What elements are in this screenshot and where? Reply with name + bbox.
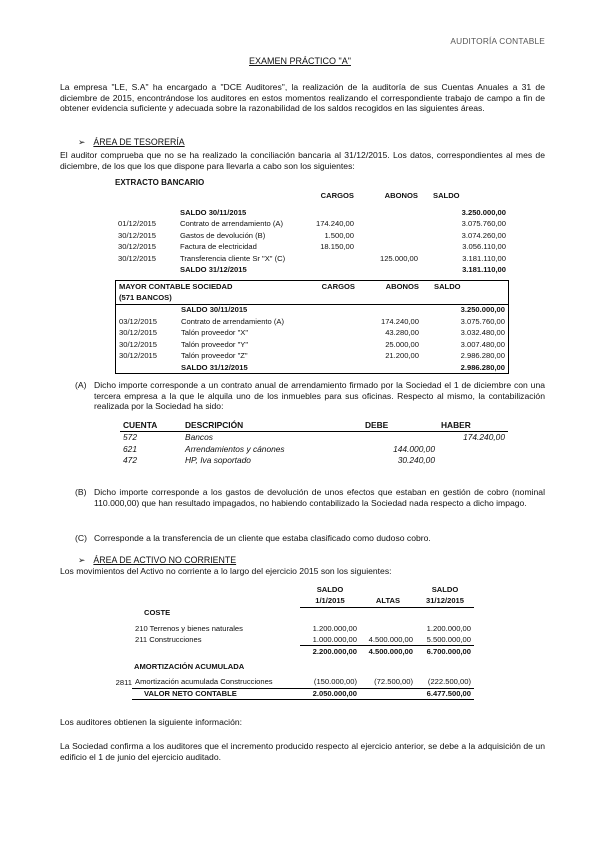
row-cargos: [305, 207, 357, 219]
row-saldo: 3.007.480,00: [460, 339, 505, 349]
note-b-text: Dicho importe corresponde a los gastos de devolución de unos efectos que estaban en gestión de cobro (nominal 110.000,00) que han resultado impagados, no habiendo contabilizado la Sociedad nada respecto a dicho impago.: [94, 487, 545, 508]
coste-altas: [360, 623, 416, 635]
section-tesoreria: [78, 137, 185, 148]
table-row: [116, 362, 508, 374]
amort-s1: (150.000,00): [300, 677, 360, 689]
row-cargos: [305, 264, 357, 276]
row-saldo: 3.181.110,00: [462, 265, 506, 274]
table-row: [115, 230, 509, 242]
ledger-header-cargos: CARGOS: [321, 282, 355, 291]
note-c-text: Corresponde a la transferencia de un cliente que estaba clasificado como dudoso cobro.: [94, 533, 431, 543]
amort-s2: (222.500,00): [416, 677, 474, 689]
journal-descripcion: HP, Iva soportado: [185, 455, 251, 465]
journal-haber: [438, 455, 508, 467]
row-saldo: 2.986.280,00: [460, 351, 505, 360]
row-cargos: 1.500,00: [324, 230, 354, 240]
assets-amort-label: AMORTIZACIÓN ACUMULADA: [134, 662, 245, 671]
row-date: 30/12/2015: [118, 230, 157, 240]
journal-debe: 30.240,00: [397, 455, 435, 465]
row-abonos: [357, 241, 421, 253]
note-a-label: (A): [75, 380, 87, 390]
ledger-header-saldo: SALDO: [434, 282, 461, 291]
assets-header-saldo1: SALDO: [316, 585, 344, 594]
table-row: [116, 350, 508, 362]
note-c-label: (C): [75, 533, 87, 543]
row-description: Contrato de arrendamiento (A): [181, 316, 284, 326]
ledger-table: [116, 281, 508, 373]
exam-title: EXAMEN PRÁCTICO "A": [249, 56, 351, 66]
row-date: 03/12/2015: [119, 316, 158, 326]
arrow-icon: ➢: [78, 137, 86, 147]
journal-header-cuenta: CUENTA: [123, 420, 158, 431]
row-date: 30/12/2015: [119, 339, 158, 349]
tesoreria-paragraph: El auditor comprueba que no se ha realizado la conciliación bancaria al 31/12/2015. Los datos, correspondientes al mes de diciembre, de los que los que dispone para llevarla a cabo son los siguientes:: [60, 150, 545, 171]
table-row: [116, 327, 508, 339]
row-saldo: 3.075.760,00: [460, 316, 505, 326]
journal-entry: [120, 420, 508, 466]
row-abonos: [357, 230, 421, 242]
row-cargos: [306, 304, 358, 316]
amort-row: [114, 677, 474, 689]
journal-row: [120, 455, 508, 467]
row-description: SALDO 31/12/2015: [181, 362, 248, 372]
row-description: Talón proveedor "Y": [181, 339, 249, 349]
row-abonos: 43.280,00: [385, 328, 419, 337]
journal-descripcion: Arrendamientos y cánones: [185, 443, 285, 454]
coste-s1: 1.200.000,00: [312, 623, 357, 633]
row-date: [116, 304, 178, 316]
row-abonos: 25.000,00: [385, 339, 419, 349]
bank-title: EXTRACTO BANCARIO: [115, 178, 205, 187]
assets-header-saldo2: SALDO: [431, 585, 459, 594]
row-description: Transferencia cliente Sr "X" (C): [180, 253, 286, 263]
row-date: [116, 362, 178, 374]
row-date: [115, 207, 177, 219]
row-abonos: [357, 218, 421, 230]
row-cargos: 174.240,00: [315, 219, 354, 228]
row-date: 01/12/2015: [118, 219, 157, 228]
arrow-icon: ➢: [78, 555, 86, 565]
bank-header-abonos: ABONOS: [384, 191, 418, 200]
note-b: [75, 487, 545, 508]
info-paragraph: Los auditores obtienen la siguiente información:: [60, 717, 243, 727]
journal-haber: 174.240,00: [463, 432, 505, 443]
coste-desc: 211 Construcciones: [135, 635, 202, 644]
bank-header-cargos: CARGOS: [320, 191, 354, 200]
row-saldo: 3.250.000,00: [461, 207, 506, 217]
note-b-label: (B): [75, 487, 87, 497]
coste-total-s1: 2.200.000,00: [300, 646, 360, 658]
row-description: Gastos de devolución (B): [180, 230, 266, 240]
table-row: [116, 304, 508, 316]
row-cargos: [306, 350, 358, 362]
neto-label: VALOR NETO CONTABLE: [132, 688, 300, 700]
journal-header-haber: HABER: [441, 420, 471, 431]
ledger-subtitle: (571 BANCOS): [119, 293, 172, 303]
journal-header-descripcion: DESCRIPCIÓN: [185, 420, 244, 431]
row-description: Factura de electricidad: [180, 242, 257, 251]
final-paragraph: La Sociedad confirma a los auditores que el incremento producido respecto al ejercicio anterior, se debe a la adquisición de un edificio el 1 de junio del ejercicio auditado.: [60, 741, 545, 762]
coste-row: [114, 634, 474, 646]
section-title: ÁREA DE ACTIVO NO CORRIENTE: [93, 555, 237, 565]
table-row: [115, 207, 509, 219]
row-abonos: 21.200,00: [385, 351, 419, 360]
row-date: 30/12/2015: [118, 253, 157, 263]
row-saldo: 3.250.000,00: [460, 305, 505, 315]
amort-desc: Amortización acumulada Construcciones: [132, 677, 300, 689]
coste-total-altas: 4.500.000,00: [360, 646, 416, 658]
table-row: [115, 218, 509, 230]
journal-table: [120, 420, 508, 466]
section-title: ÁREA DE TESORERÍA: [93, 137, 185, 147]
row-abonos: [358, 362, 422, 374]
row-description: Talón proveedor "X": [181, 328, 249, 337]
amort-altas: (72.500,00): [360, 677, 416, 689]
row-saldo: 2.986.280,00: [460, 362, 505, 372]
journal-debe: 144.000,00: [393, 443, 435, 454]
table-row: [115, 264, 509, 276]
journal-cuenta: 572: [123, 432, 137, 443]
bank-statement: [115, 178, 509, 276]
row-saldo: 3.056.110,00: [462, 242, 506, 251]
journal-descripcion: Bancos: [185, 432, 213, 443]
row-cargos: 18.150,00: [320, 242, 354, 251]
coste-total-s2: 6.700.000,00: [416, 646, 474, 658]
row-cargos: [306, 316, 358, 328]
row-cargos: [305, 253, 357, 265]
row-description: Contrato de arrendamiento (A): [180, 219, 283, 228]
journal-haber: [438, 443, 508, 455]
activo-paragraph: Los movimientos del Activo no corriente a lo largo del ejercicio 2015 son los siguientes:: [60, 566, 392, 576]
note-c: [75, 533, 545, 544]
ledger-header-abonos: ABONOS: [385, 282, 419, 291]
row-abonos: [357, 207, 421, 219]
table-row: [115, 253, 509, 265]
assets-table: [114, 584, 474, 700]
row-date: [115, 264, 177, 276]
assets-header-date1: 1/1/2015: [300, 596, 360, 608]
row-date: 30/12/2015: [118, 242, 157, 251]
intro-paragraph: La empresa "LE, S.A" ha encargado a "DCE Auditores", la realización de la auditoría de sus Cuentas Anuales a 31 de diciembre de 2015, encontrándose los auditores en estos momentos realizando el correspondiente trabajo de campo a fin de obtener evidencia suficiente y adecuada sobre la razonabilidad de los saldos recogidos en las siguientes áreas.: [60, 82, 545, 114]
row-saldo: 3.074.260,00: [461, 230, 506, 240]
row-description: SALDO 30/11/2015: [181, 305, 248, 315]
coste-s1: 1.000.000,00: [312, 634, 357, 644]
journal-cuenta: 621: [123, 443, 137, 454]
note-a: [75, 380, 545, 412]
table-row: [116, 339, 508, 351]
row-description: SALDO 30/11/2015: [180, 207, 247, 217]
row-date: 30/12/2015: [119, 351, 158, 360]
coste-altas: 4.500.000,00: [368, 634, 413, 644]
assets-statement: [114, 584, 474, 700]
row-saldo: 3.075.760,00: [461, 219, 506, 228]
row-cargos: [306, 339, 358, 351]
row-cargos: [306, 327, 358, 339]
row-cargos: [306, 362, 358, 374]
amort-code: 2811: [115, 677, 132, 687]
note-a-text: Dicho importe corresponde a un contrato anual de arrendamiento firmado por la Sociedad el 1 de diciembre con una tercera empresa a la que le alquila uno de los inmuebles para sus oficinas. Respecto al mismo, la contabilización realizada por la Sociedad ha sido:: [94, 380, 545, 412]
journal-row: [120, 432, 508, 444]
row-description: SALDO 31/12/2015: [180, 265, 247, 274]
row-abonos: 125.000,00: [379, 253, 418, 263]
bank-header-saldo: SALDO: [433, 191, 460, 200]
row-description: Talón proveedor "Z": [181, 351, 248, 360]
journal-cuenta: 472: [123, 455, 137, 465]
coste-row: [114, 623, 474, 635]
bank-table: [115, 190, 509, 276]
page-header: AUDITORÍA CONTABLE: [450, 36, 545, 46]
coste-desc: 210 Terrenos y bienes naturales: [135, 623, 243, 633]
journal-header-debe: DEBE: [365, 420, 389, 431]
journal-row: [120, 443, 508, 455]
ledger-box: [115, 280, 509, 374]
section-activo: [78, 555, 236, 566]
neto-s1: 2.050.000,00: [300, 688, 360, 700]
row-saldo: 3.032.480,00: [460, 328, 505, 337]
neto-s2: 6.477.500,00: [416, 688, 474, 700]
table-row: [115, 241, 509, 253]
coste-s2: 5.500.000,00: [426, 634, 471, 644]
row-abonos: 174.240,00: [380, 316, 419, 326]
assets-header-date2: 31/12/2015: [416, 596, 474, 608]
row-abonos: [358, 304, 422, 316]
row-abonos: [357, 264, 421, 276]
assets-coste-label: COSTE: [144, 608, 171, 618]
row-date: 30/12/2015: [119, 328, 158, 337]
row-saldo: 3.181.110,00: [462, 253, 506, 263]
ledger-title: MAYOR CONTABLE SOCIEDAD: [119, 282, 233, 291]
coste-s2: 1.200.000,00: [426, 623, 471, 633]
table-row: [116, 316, 508, 328]
journal-debe: [362, 432, 438, 444]
assets-header-altas: ALTAS: [360, 596, 416, 608]
